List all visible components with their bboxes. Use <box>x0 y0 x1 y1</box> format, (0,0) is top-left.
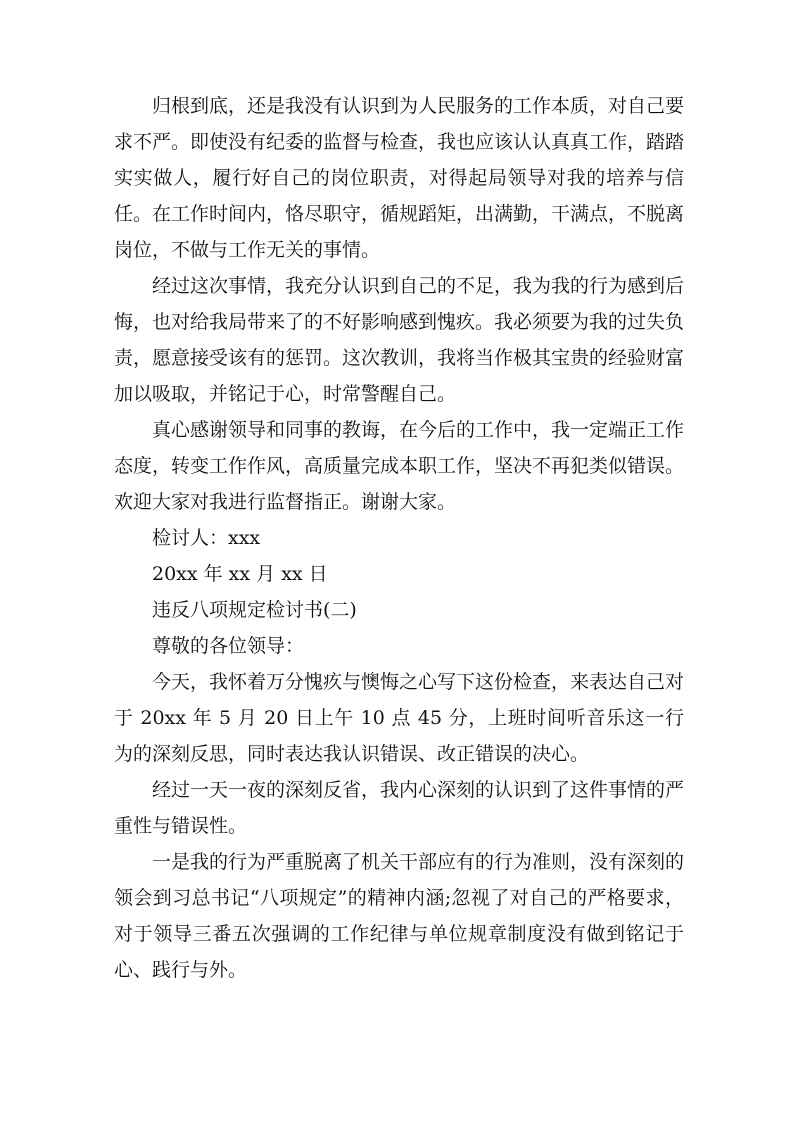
paragraph-1: 归根到底，还是我没有认识到为人民服务的工作本质，对自己要求不严。即使没有纪委的监督与检查，我也应该认认真真工作，踏踏实实做人，履行好自己的岗位职责，对得起局领导对我的培养与信任。在工作时间内，恪尽职守，循规蹈矩，出满勤，干满点，不脱离岗位，不做与工作无关的事情。 <box>114 95 685 261</box>
document-body <box>114 88 684 988</box>
salutation: 尊敬的各位领导： <box>152 635 305 657</box>
section-title: 违反八项规定检讨书(二) <box>152 599 357 621</box>
paragraph-3: 真心感谢领导和同事的教诲，在今后的工作中，我一定端正工作态度，转变工作作风，高质量完成本职工作，坚决不再犯类似错误。欢迎大家对我进行监督指正。谢谢大家。 <box>114 419 685 513</box>
date-line: 20xx 年 xx 月 xx 日 <box>152 563 328 585</box>
paragraph-5: 经过一天一夜的深刻反省，我内心深刻的认识到了这件事情的严重性与错误性。 <box>114 779 685 837</box>
paragraph-2: 经过这次事情，我充分认识到自己的不足，我为我的行为感到后悔，也对给我局带来了的不好影响感到愧疚。我必须要为我的过失负责，愿意接受该有的惩罚。这次教训，我将当作极其宝贵的经验财富加以吸取，并铭记于心，时常警醒自己。 <box>114 275 685 405</box>
paragraph-6: 一是我的行为严重脱离了机关干部应有的行为准则，没有深刻的领会到习总书记“八项规定”的精神内涵;忽视了对自己的严格要求，对于领导三番五次强调的工作纪律与单位规章制度没有做到铭记于心、践行与外。 <box>114 851 685 981</box>
signer-line: 检讨人：xxx <box>152 527 261 549</box>
paragraph-4: 今天，我怀着万分愧疚与懊悔之心写下这份检查，来表达自己对于 20xx 年 5 月 20 日上午 10 点 45 分，上班时间听音乐这一行为的深刻反思，同时表达我认识错误、改正错误的决心。 <box>114 671 685 765</box>
